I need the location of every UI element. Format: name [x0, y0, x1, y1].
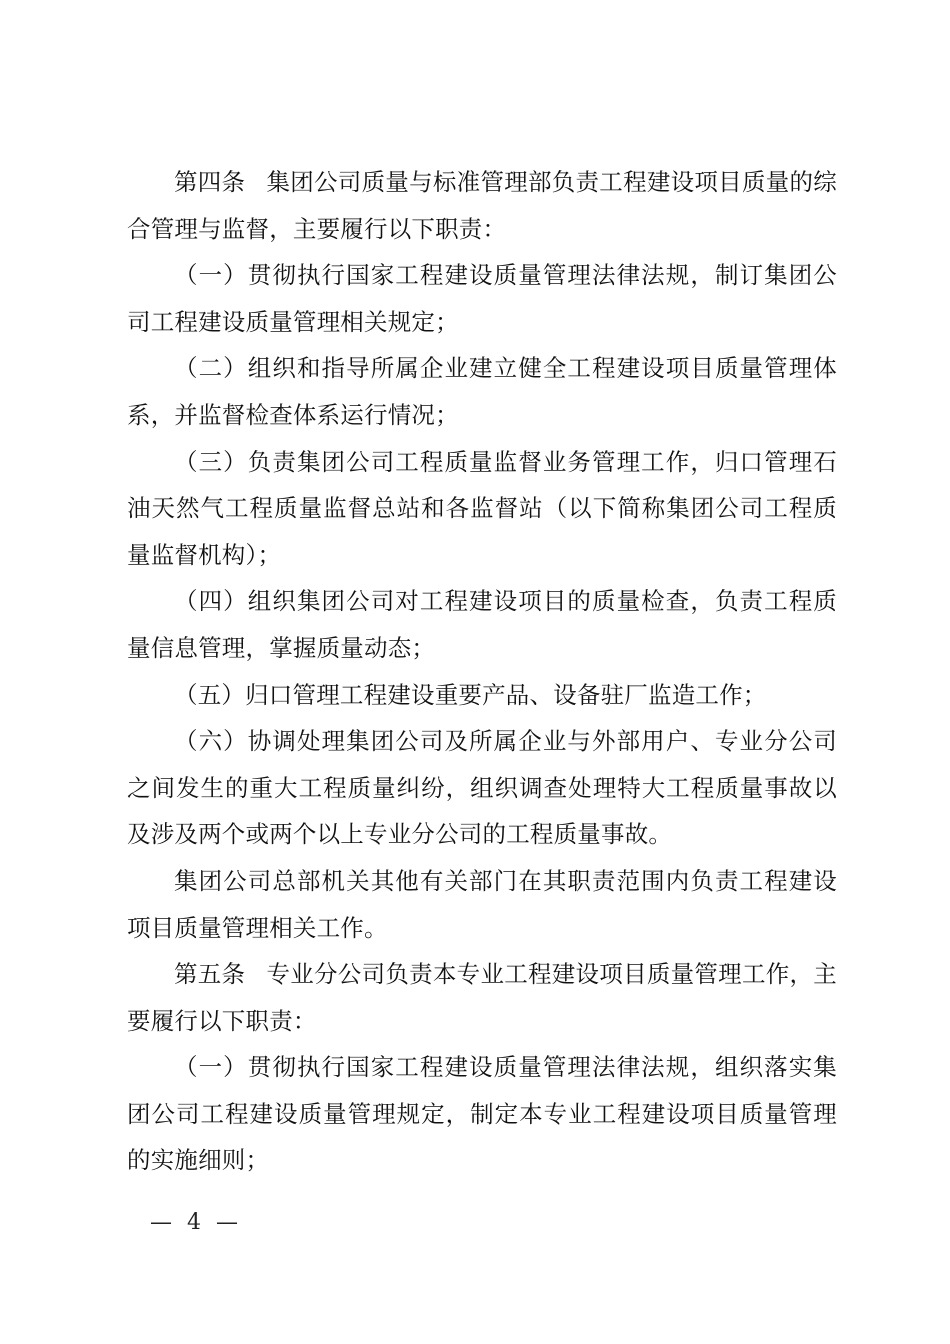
- article-4-item-3: （三）负责集团公司工程质量监督业务管理工作，归口管理石油天然气工程质量监督总站和各监督站（以下简称集团公司工程质量监督机构）；: [127, 447, 837, 569]
- article-4-item-4: （四）组织集团公司对工程建设项目的质量检查，负责工程质量信息管理，掌握质量动态；: [127, 587, 837, 662]
- article-4-item-6: （六）协调处理集团公司及所属企业与外部用户、专业分公司之间发生的重大工程质量纠纷，组织调查处理特大工程质量事故以及涉及两个或两个以上专业分公司的工程质量事故。: [127, 727, 837, 849]
- article-5-item-1: （一）贯彻执行国家工程建设质量管理法律法规，组织落实集团公司工程建设质量管理规定，制定本专业工程建设项目质量管理的实施细则；: [127, 1053, 837, 1175]
- article-4-item-5: （五）归口管理工程建设重要产品、设备驻厂监造工作；: [174, 680, 767, 709]
- page-number: — 4 —: [150, 1210, 242, 1235]
- article-4-item-1: （一）贯彻执行国家工程建设质量管理法律法规，制订集团公司工程建设质量管理相关规定；: [127, 261, 837, 336]
- article-4-text: 集团公司质量与标准管理部负责工程建设项目质量的综合管理与监督，主要履行以下职责：: [127, 168, 837, 243]
- article-4-label: 第四条: [174, 168, 246, 196]
- document-body: [127, 159, 837, 1184]
- article-4-closing-paragraph: 集团公司总部机关其他有关部门在其职责范围内负责工程建设项目质量管理相关工作。: [127, 866, 837, 942]
- article-4-paragraph: [127, 159, 837, 252]
- article-4-item-2: （二）组织和指导所属企业建立健全工程建设项目质量管理体系，并监督检查体系运行情况；: [127, 354, 837, 429]
- article-5-text: 专业分公司负责本专业工程建设项目质量管理工作，主要履行以下职责：: [127, 960, 837, 1035]
- article-5-label: 第五条: [174, 960, 246, 989]
- article-5-paragraph: [127, 951, 837, 1044]
